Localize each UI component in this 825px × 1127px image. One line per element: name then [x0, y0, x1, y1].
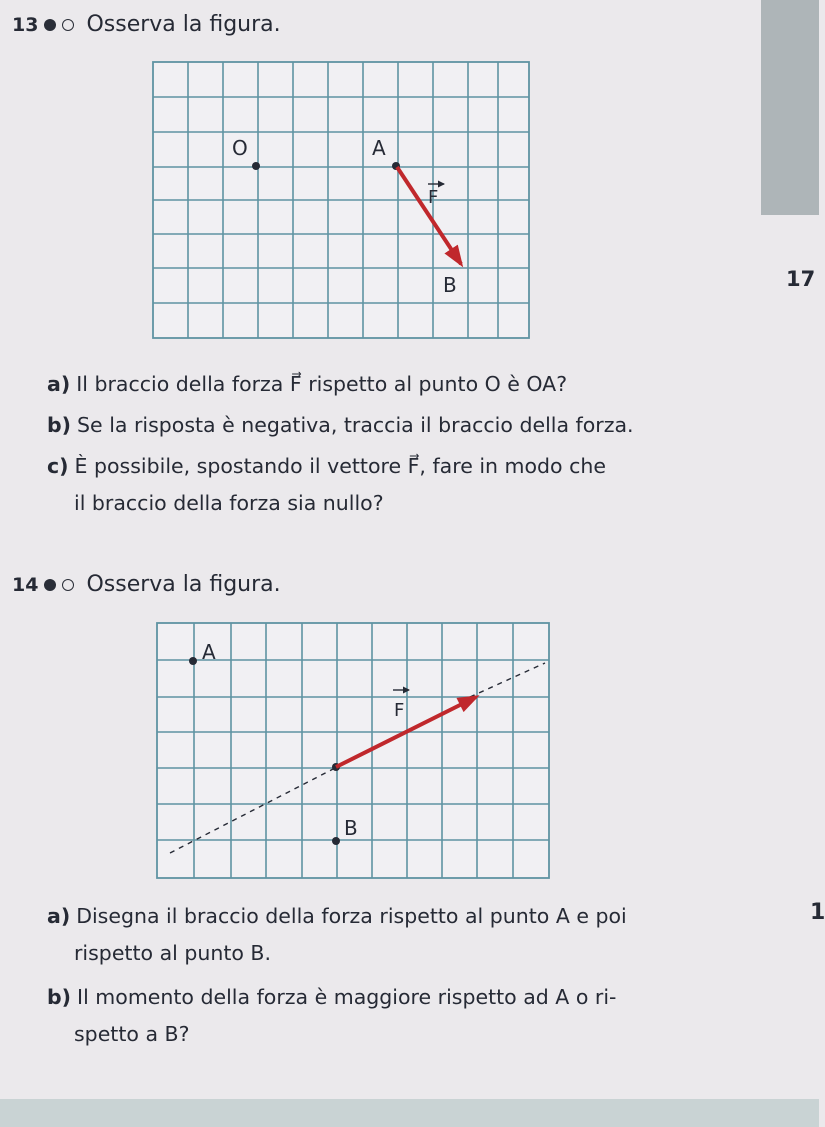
question-label: c) — [47, 454, 69, 478]
question-text-line2: spetto a B? — [74, 1022, 190, 1046]
question-text-line1: Disegna il braccio della forza rispetto al punto A e poi — [76, 904, 627, 928]
question-13a — [47, 366, 567, 403]
force-label-13: F — [428, 187, 439, 208]
point-a-label-14: A — [202, 640, 216, 664]
question-13b — [47, 407, 634, 444]
point-b-dot-14 — [332, 837, 340, 845]
question-text-line1: Il momento della forza è maggiore rispetto ad A o ri- — [77, 985, 617, 1009]
exercise-13-number: 13 — [12, 13, 39, 36]
difficulty-filled-dot-icon — [44, 579, 56, 591]
question-13c — [47, 448, 606, 522]
question-text-line2: rispetto al punto B. — [74, 941, 272, 965]
question-label: a) — [47, 372, 71, 396]
exercise-14-header — [12, 572, 281, 597]
figure-13-grid — [153, 62, 529, 338]
question-label: a) — [47, 904, 71, 928]
question-14a — [47, 898, 627, 972]
exercise-13-title: Osserva la figura. — [86, 12, 281, 37]
difficulty-empty-dot-icon — [62, 579, 74, 591]
question-label: b) — [47, 413, 72, 437]
point-a-dot-14 — [189, 657, 197, 665]
force-label-14: F — [394, 700, 405, 721]
point-b-label-14: B — [344, 816, 358, 840]
exercise-14-title: Osserva la figura. — [86, 572, 281, 597]
question-text-line2: il braccio della forza sia nullo? — [74, 491, 384, 515]
question-14b — [47, 979, 616, 1053]
question-label: b) — [47, 985, 72, 1009]
edge-mark: 1 — [810, 900, 825, 925]
page-number: 17 — [786, 267, 816, 291]
question-text: Se la risposta è negativa, traccia il braccio della forza. — [77, 413, 634, 437]
question-text-line1: È possibile, spostando il vettore F⃗, fare in modo che — [74, 454, 606, 478]
point-a-label: A — [372, 136, 386, 160]
exercise-14-number: 14 — [12, 573, 39, 596]
point-o-dot — [252, 162, 260, 170]
point-o-label: O — [232, 136, 248, 160]
point-b-label: B — [443, 273, 457, 297]
question-text: Il braccio della forza F⃗ rispetto al punto O è OA? — [76, 372, 568, 396]
